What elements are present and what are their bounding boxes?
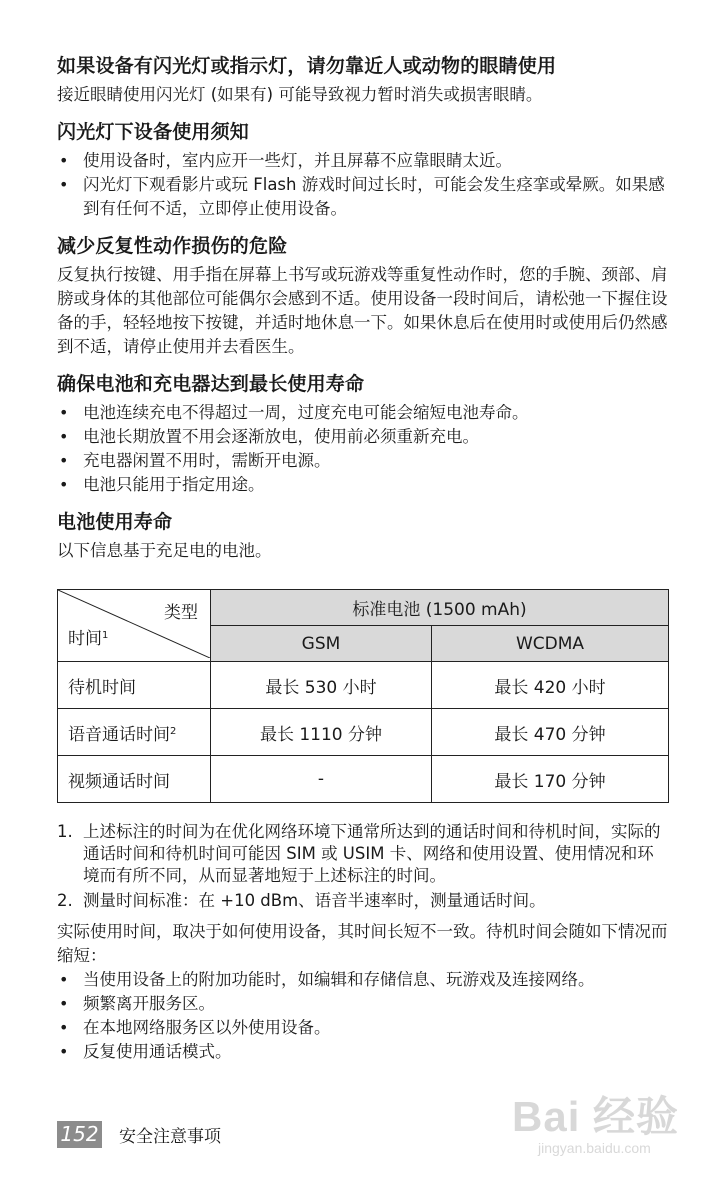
chapter-title: 安全注意事项 [119, 1127, 221, 1147]
watermark-url: jingyan.baidu.com [538, 1140, 651, 1156]
section-paragraph: 以下信息基于充足电的电池。 [57, 541, 272, 560]
row-label [58, 756, 211, 803]
footnote [57, 821, 669, 887]
list-item: • 电池只能用于指定用途。 [57, 473, 669, 497]
table-row [58, 756, 669, 803]
list-item: • 充电器闲置不用时，需断开电源。 [57, 449, 669, 473]
section-flash-usage [57, 118, 669, 221]
corner-type-label: 类型 [164, 603, 198, 623]
bullet-list [57, 149, 669, 221]
gsm-header: GSM [211, 626, 432, 662]
wcdma-value: 最长 420 小时 [432, 662, 669, 709]
table-row [58, 709, 669, 756]
bullet-list [57, 401, 669, 497]
section-title: 减少反复性动作损伤的危险 [57, 235, 288, 257]
footnote-number: 1. [57, 822, 73, 841]
battery-life-table [57, 589, 669, 803]
section-flash-eyes [57, 52, 669, 107]
usage-time-section [57, 920, 669, 1064]
gsm-value: - [211, 756, 432, 803]
section-paragraph: 反复执行按键、用手指在屏幕上书写或玩游戏等重复性动作时，您的手腕、颈部、肩膀或身体的其他部位可能偶尔会感到不适。使用设备一段时间后，请松弛一下握住设备的手，轻轻地按下按键，并适时地休息一下。如果休息后在使用时或使用后仍然感到不适，请停止使用并去看医生。 [57, 265, 668, 356]
watermark-logo-text: Bai 经验 [512, 1093, 680, 1140]
corner-time-label-wrap [68, 624, 108, 649]
bullet-list [57, 968, 669, 1064]
list-item: • 电池长期放置不用会逐渐放电，使用前必须重新充电。 [57, 425, 669, 449]
row-label-text: 待机时间 [68, 677, 136, 698]
list-item: • 在本地网络服务区以外使用设备。 [57, 1016, 669, 1040]
table-header-row [58, 590, 669, 626]
footnote-text: 测量时间标准：在 +10 dBm、语音半速率时，测量通话时间。 [83, 891, 546, 910]
row-label-text: 视频通话时间 [68, 771, 170, 792]
list-item: • 频繁离开服务区。 [57, 992, 669, 1016]
list-item: • 使用设备时，室内应开一些灯，并且屏幕不应靠眼睛太近。 [57, 149, 669, 173]
footnote-number: 2. [57, 891, 73, 910]
corner-cell [58, 590, 211, 662]
section-battery-life-max [57, 370, 669, 497]
wcdma-value: 最长 470 分钟 [432, 709, 669, 756]
wcdma-value: 最长 170 分钟 [432, 756, 669, 803]
section-title: 电池使用寿命 [57, 511, 173, 533]
section-paragraph: 接近眼睛使用闪光灯 (如果有) 可能导致视力暂时消失或损害眼睛。 [57, 85, 543, 104]
footnote-ref: 1 [102, 630, 109, 641]
watermark [512, 1080, 712, 1170]
row-label-text: 语音通话时间 [68, 724, 170, 745]
footnotes [57, 821, 669, 912]
list-item: • 当使用设备上的附加功能时，如编辑和存储信息、玩游戏及连接网络。 [57, 968, 669, 992]
page-number: 152 [57, 1121, 102, 1148]
document-page [57, 52, 669, 1064]
section-repetitive-motion [57, 232, 669, 359]
row-label [58, 709, 211, 756]
section-title: 确保电池和充电器达到最长使用寿命 [57, 373, 365, 395]
usage-paragraph: 实际使用时间，取决于如何使用设备，其时间长短不一致。待机时间会随如下情况而缩短： [57, 922, 668, 965]
section-title: 如果设备有闪光灯或指示灯，请勿靠近人或动物的眼睛使用 [57, 55, 557, 77]
footnote [57, 890, 669, 912]
table-row [58, 662, 669, 709]
wcdma-header: WCDMA [432, 626, 669, 662]
page-footer [57, 1121, 221, 1148]
battery-header: 标准电池 (1500 mAh) [211, 590, 669, 626]
gsm-value: 最长 530 小时 [211, 662, 432, 709]
section-title: 闪光灯下设备使用须知 [57, 121, 250, 143]
row-label [58, 662, 211, 709]
section-battery-life [57, 508, 669, 563]
corner-time-label: 时间 [68, 629, 102, 649]
footnote-ref: 2 [170, 725, 177, 737]
list-item: • 闪光灯下观看影片或玩 Flash 游戏时间过长时，可能会发生痉挛或晕厥。如果感到有任何不适，立即停止使用设备。 [57, 173, 669, 221]
gsm-value: 最长 1110 分钟 [211, 709, 432, 756]
list-item: • 反复使用通话模式。 [57, 1040, 669, 1064]
list-item: • 电池连续充电不得超过一周，过度充电可能会缩短电池寿命。 [57, 401, 669, 425]
footnote-text: 上述标注的时间为在优化网络环境下通常所达到的通话时间和待机时间，实际的通话时间和待机时间可能因 SIM 或 USIM 卡、网络和使用设置、使用情况和环境而有所不同，从而显著地短于上述标注的时间。 [83, 822, 661, 885]
